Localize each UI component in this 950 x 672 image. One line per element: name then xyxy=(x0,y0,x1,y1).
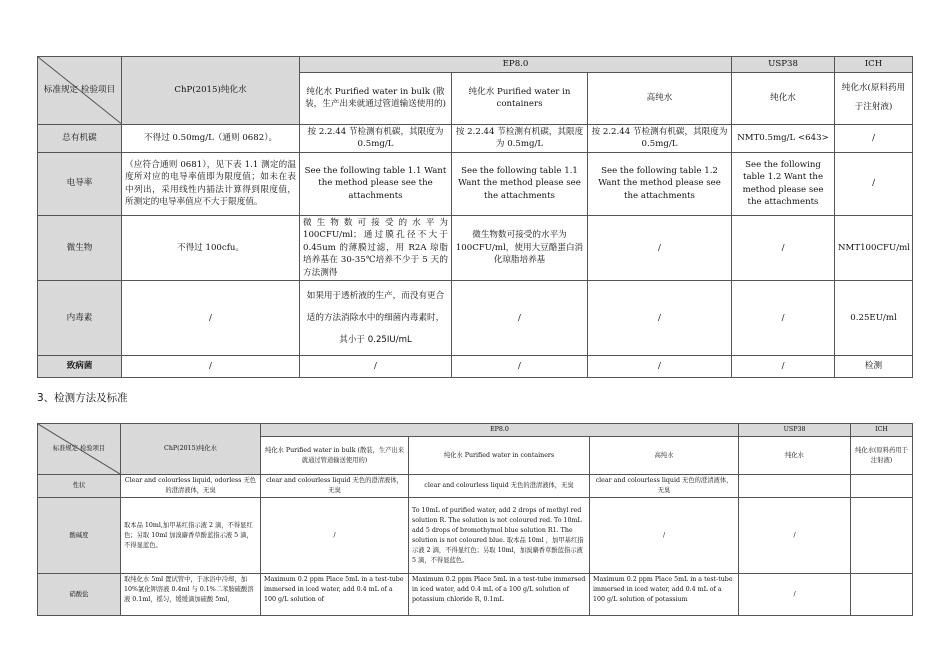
cell-chp: 不得过 100cfu。 xyxy=(122,215,300,281)
row-label-pathogen: 致病菌 xyxy=(38,356,122,378)
cell-ep-bulk: clear and colourless liquid 无色的澄清液体，无臭 xyxy=(261,475,409,498)
cell-chp: Clear and colourless liquid, odorless 无色的澄清液体，无臭 xyxy=(121,475,261,498)
specification-table xyxy=(37,56,913,378)
test-method-table xyxy=(37,423,913,616)
ep-bulk-header: 纯化水 Purified water in bulk (散装，生产出来就通过管道输送使用的) xyxy=(300,72,452,124)
table-row xyxy=(38,124,913,152)
cell-ep-containers: clear and colourless liquid 无色的澄清液体，无臭 xyxy=(409,475,590,498)
cell-ep-bulk: / xyxy=(300,356,452,378)
row-label-endotoxin: 内毒素 xyxy=(38,281,122,356)
corner-header-label: 标准规定 检验项目 xyxy=(43,85,116,95)
cell-chp: 取纯化水 5ml 置试管中，于冰浴中冷却，加 10%氯化钾溶液 0.4ml 与 0.1%二苯胺硫酸溶液 0.1ml，摇匀，缓缓滴加硫酸 5ml， xyxy=(121,574,261,616)
cell-ich xyxy=(851,498,913,574)
cell-ep-high: See the following table 1.2 Want the method please see the attachments xyxy=(588,152,732,215)
cell-ep-containers: / xyxy=(452,281,588,356)
cell-usp: See the following table 1.2 Want the method please see the attachments xyxy=(732,152,835,215)
table-row xyxy=(38,574,913,616)
cell-chp: 不得过 0.50mg/L（通则 0682）。 xyxy=(122,124,300,152)
cell-ep-bulk: Maximum 0.2 ppm Place 5mL in a test-tube immersed in iced water, add 0.4 mL of a 100 g/L solution of xyxy=(261,574,409,616)
usp-header: USP38 xyxy=(739,424,851,437)
ich-sub-header: 纯化水(原料药用于注射液) xyxy=(835,72,913,124)
cell-ep-bulk: 微生物数可接受的水平为 100CFU/ml；通过膜孔径不大于 0.45um 的薄膜过滤，用 R2A 琼脂培养基在 30-35℃培养不少于 5 天的方法测得 xyxy=(300,215,452,281)
cell-ep-bulk: See the following table 1.1 Want the method please see the attachments xyxy=(300,152,452,215)
cell-ich: / xyxy=(835,152,913,215)
table-header-row xyxy=(38,424,913,437)
cell-ep-bulk: 按 2.2.44 节检测有机碳，其限度为 0.5mg/L xyxy=(300,124,452,152)
cell-ich xyxy=(851,475,913,498)
cell-chp: / xyxy=(122,356,300,378)
ich-header: ICH xyxy=(835,57,913,73)
cell-usp xyxy=(739,475,851,498)
cell-usp: / xyxy=(739,498,851,574)
cell-ep-containers: Maximum 0.2 ppm Place 5mL in a test-tube immersed in iced water, add 0.4 mL of a 100 g/L solution of potassium chloride R, 0.1mL xyxy=(409,574,590,616)
cell-ep-high: / xyxy=(588,281,732,356)
table-row xyxy=(38,281,913,356)
cell-ep-containers: / xyxy=(452,356,588,378)
usp-sub-header: 纯化水 xyxy=(739,437,851,475)
table-header-row xyxy=(38,57,913,73)
table-row xyxy=(38,475,913,498)
cell-ich: / xyxy=(835,124,913,152)
section-title: 3、检测方法及标准 xyxy=(37,392,128,404)
table-row xyxy=(38,152,913,215)
ep-bulk-header: 纯化水 Purified water in bulk (散装，生产出来就通过管道输送使用的) xyxy=(261,437,409,475)
cell-ep-containers: 微生物数可接受的水平为 100CFU/ml，使用大豆酪蛋白消化琼脂培养基 xyxy=(452,215,588,281)
cell-usp: / xyxy=(732,356,835,378)
ep-high-purity-header: 高纯水 xyxy=(588,72,732,124)
cell-ich: 检测 xyxy=(835,356,913,378)
row-label-microbial: 微生物 xyxy=(38,215,122,281)
row-label-conductivity: 电导率 xyxy=(38,152,122,215)
ep-high-purity-header: 高纯水 xyxy=(590,437,739,475)
corner-header-cell xyxy=(38,424,121,475)
ich-header: ICH xyxy=(851,424,913,437)
ep-containers-header: 纯化水 Purified water in containers xyxy=(452,72,588,124)
row-label-appearance: 性状 xyxy=(38,475,121,498)
cell-ep-high: / xyxy=(590,498,739,574)
cell-ep-high: 按 2.2.44 节检测有机碳，其限度为 0.5mg/L xyxy=(588,124,732,152)
cell-usp: / xyxy=(732,281,835,356)
cell-ep-high: / xyxy=(588,356,732,378)
cell-chp: 取本品 10ml,加甲基红指示液 2 滴，不得显红色；另取 10ml 加溴麝香草酚蓝指示液 5 滴，不得显蓝色。 xyxy=(121,498,261,574)
chp-header: ChP(2015)纯化水 xyxy=(122,57,300,125)
ep-header: EP8.0 xyxy=(300,57,732,73)
cell-ich: NMT100CFU/ml xyxy=(835,215,913,281)
cell-ich: 0.25EU/ml xyxy=(835,281,913,356)
cell-ep-bulk: 如果用于透析液的生产，而没有更合适的方法消除水中的细菌内毒素时，其小于 0.25IU/mL xyxy=(300,281,452,356)
corner-header-cell xyxy=(38,57,122,125)
table-row xyxy=(38,215,913,281)
usp-sub-header: 纯化水 xyxy=(732,72,835,124)
row-label-acidity: 酸碱度 xyxy=(38,498,121,574)
cell-ep-high: / xyxy=(588,215,732,281)
table-row xyxy=(38,356,913,378)
cell-usp: / xyxy=(732,215,835,281)
cell-usp: NMT0.5mg/L <643> xyxy=(732,124,835,152)
cell-ep-high: Maximum 0.2 ppm Place 5mL in a test-tube immersed in iced water, add 0.4 mL of a 100 g/L solution of potassium xyxy=(590,574,739,616)
table-row xyxy=(38,498,913,574)
cell-ep-bulk: / xyxy=(261,498,409,574)
cell-ep-containers: 按 2.2.44 节检测有机碳，其限度为 0.5mg/L xyxy=(452,124,588,152)
cell-ep-high: clear and colourless liquid 无色的澄清液体，无臭 xyxy=(590,475,739,498)
cell-ich xyxy=(851,574,913,616)
cell-chp: / xyxy=(122,281,300,356)
cell-ep-containers: See the following table 1.1 Want the method please see the attachments xyxy=(452,152,588,215)
ep-header: EP8.0 xyxy=(261,424,739,437)
row-label-toc: 总有机碳 xyxy=(38,124,122,152)
cell-usp: / xyxy=(739,574,851,616)
ep-containers-header: 纯化水 Purified water in containers xyxy=(409,437,590,475)
ich-sub-header: 纯化水(原料药用于注射液) xyxy=(851,437,913,475)
row-label-nitrate: 硝酸盐 xyxy=(38,574,121,616)
cell-chp: （应符合通则 0681），见下表 1.1 测定的温度所对应的电导率值即为限度值；如未在表中列出，采用线性内插法计算得到限度值，所测定的电导率值应不大于限度值。 xyxy=(122,152,300,215)
chp-header: ChP(2015)纯化水 xyxy=(121,424,261,475)
cell-ep-containers: To 10mL of purified water, add 2 drops of methyl red solution R. The solution is not coloured red. To 10mL add 5 drops of bromothymol blue solution R1. The solution is not coloured blue. 取本品 10ml ，加甲基红指示液 2 滴，不得显红色；另取 10ml，加溴麝香草酚蓝指示液 5 滴，不得显蓝色。 xyxy=(409,498,590,574)
usp-header: USP38 xyxy=(732,57,835,73)
corner-header-label: 标准规定 检验项目 xyxy=(52,445,106,452)
